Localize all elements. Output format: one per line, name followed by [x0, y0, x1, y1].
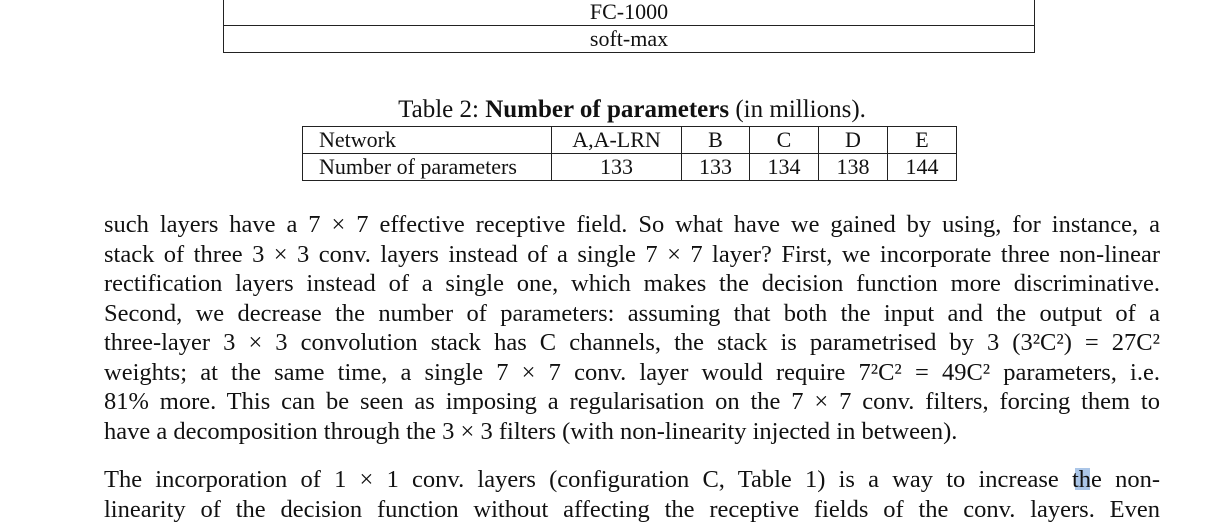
value-c: 134	[750, 154, 819, 181]
paragraph-line: rectification layers instead of a single one, which makes the decision function more discriminative.	[104, 269, 1160, 299]
table-row	[303, 154, 957, 181]
value-b: 133	[682, 154, 750, 181]
header-a-alrn: A,A-LRN	[552, 127, 682, 154]
softmax-cell: soft-max	[224, 26, 1035, 53]
header-e: E	[888, 127, 957, 154]
parameters-table	[302, 126, 957, 181]
header-b: B	[682, 127, 750, 154]
body-paragraph-2	[104, 465, 1160, 524]
fc-1000-cell: FC-1000	[224, 0, 1035, 26]
paragraph-line: Second, we decrease the number of parameters: assuming that both the input and the output of a	[104, 299, 1160, 329]
value-a-alrn: 133	[552, 154, 682, 181]
caption-prefix: Table 2:	[398, 96, 485, 123]
value-d: 138	[819, 154, 888, 181]
header-d: D	[819, 127, 888, 154]
caption-suffix: (in millions).	[729, 96, 866, 123]
header-network: Network	[303, 127, 552, 154]
paragraph-line: 81% more. This can be seen as imposing a regularisation on the 7 × 7 conv. filters, forcing them to	[104, 387, 1160, 417]
configuration-table-tail	[223, 0, 1035, 53]
table2-caption	[0, 96, 1214, 124]
paragraph-line: stack of three 3 × 3 conv. layers instead of a single 7 × 7 layer? First, we incorporate three non-linear	[104, 240, 1160, 270]
paragraph-line: have a decomposition through the 3 × 3 filters (with non-linearity injected in between).	[104, 417, 1160, 447]
paragraph-line: three-layer 3 × 3 convolution stack has C channels, the stack is parametrised by 3 (3²C²) = 27C²	[104, 328, 1160, 358]
value-e: 144	[888, 154, 957, 181]
paragraph-line: weights; at the same time, a single 7 × 7 conv. layer would require 7²C² = 49C² parameters, i.e.	[104, 358, 1160, 388]
paragraph-line: The incorporation of 1 × 1 conv. layers (configuration C, Table 1) is a way to increase the non-	[104, 465, 1160, 495]
row-label-parameters: Number of parameters	[303, 154, 552, 181]
paragraph-line: such layers have a 7 × 7 effective receptive field. So what have we gained by using, for instance, a	[104, 210, 1160, 240]
caption-bold: Number of parameters	[485, 96, 729, 123]
body-paragraph-1	[104, 210, 1160, 446]
paragraph-line: linearity of the decision function without affecting the receptive fields of the conv. layers. Even	[104, 495, 1160, 524]
header-c: C	[750, 127, 819, 154]
table-header-row	[303, 127, 957, 154]
